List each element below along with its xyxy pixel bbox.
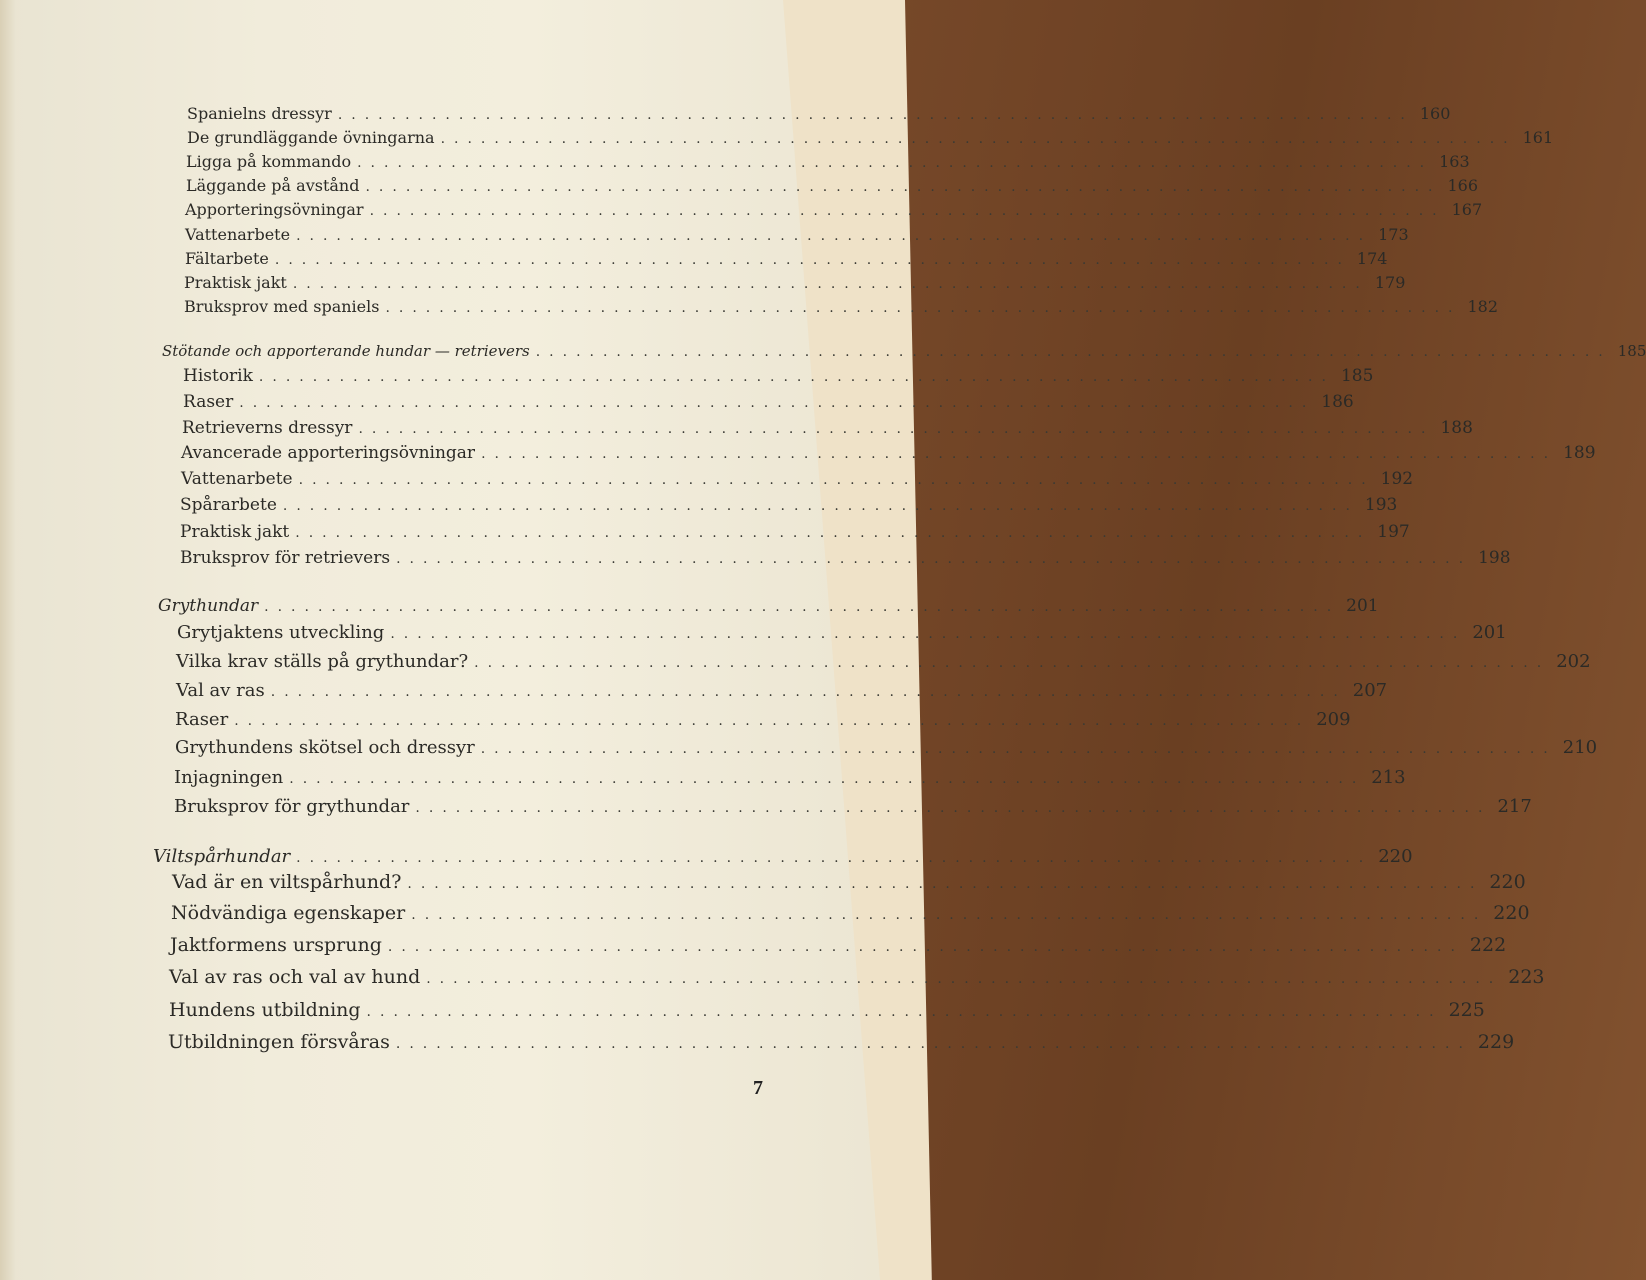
toc-entry-title: Grythundens skötsel och dressyr (175, 737, 475, 758)
toc-page-number: 197 (1377, 522, 1410, 542)
dot-leader: ................................................................................ (426, 971, 1503, 987)
toc-page-number: 186 (1321, 392, 1354, 412)
toc-entry (168, 1031, 1515, 1057)
toc-entry (169, 966, 1545, 992)
toc-section-heading (158, 596, 1379, 622)
toc-entry-title: Historik (183, 366, 253, 386)
dot-leader: ................................................................................ (274, 252, 1351, 268)
toc-entry-title: Vilka krav ställs på grythundar? (176, 651, 469, 672)
toc-page-number: 213 (1371, 767, 1406, 788)
dot-leader: ................................................................................ (480, 741, 1557, 757)
toc-entry-title: Utbildningen försvåras (168, 1031, 390, 1053)
toc-entry-title: Bruksprov med spaniels (184, 297, 380, 316)
toc-entry-title: Praktisk jakt (180, 522, 290, 542)
toc-page-number: 209 (1316, 709, 1351, 730)
toc-entry (176, 651, 1591, 677)
toc-page-number: 220 (1378, 846, 1413, 867)
toc-entry-title: Fältarbete (185, 249, 269, 268)
toc-entry (177, 622, 1507, 648)
dot-leader: ................................................................................ (390, 626, 1467, 642)
toc-page-number: 220 (1493, 902, 1530, 924)
toc-page-number: 161 (1522, 128, 1554, 147)
toc-entry (174, 767, 1406, 793)
toc-entry-title: Viltspårhundar (153, 846, 291, 867)
toc-entry-title: Apporteringsövningar (185, 200, 364, 219)
dot-leader: ................................................................................ (337, 107, 1414, 123)
toc-entry (183, 366, 1374, 392)
dot-leader: ................................................................................ (481, 446, 1558, 462)
toc-entry (181, 443, 1596, 469)
dot-leader: ................................................................................ (292, 276, 1369, 292)
dot-leader: ................................................................................ (296, 850, 1373, 866)
toc-entry (176, 680, 1388, 706)
toc-entry (187, 128, 1554, 154)
toc-page-number: 201 (1472, 622, 1507, 643)
toc-entry (183, 392, 1354, 418)
toc-page-number: 193 (1364, 495, 1398, 515)
dot-leader: ................................................................................ (357, 155, 1434, 171)
toc-entry (186, 152, 1470, 178)
toc-entry-title: Avancerade apporteringsövningar (181, 443, 476, 463)
toc-entry (175, 709, 1351, 735)
toc-entry-title: De grundläggande övningarna (187, 128, 435, 147)
toc-page-number: 182 (1467, 297, 1499, 316)
dot-leader: ................................................................................ (234, 713, 1311, 729)
toc-entry (184, 273, 1406, 299)
toc-entry (180, 522, 1410, 548)
toc-page-number: 189 (1563, 443, 1596, 463)
toc-entry-title: Retrieverns dressyr (182, 418, 353, 438)
toc-entry-title: Grythundar (158, 596, 259, 616)
toc-page-number: 163 (1439, 152, 1470, 171)
toc-entry-title: Nödvändiga egenskaper (171, 902, 406, 924)
toc-entry-title: Spårarbete (180, 495, 277, 515)
toc-page-number: 201 (1346, 596, 1379, 616)
toc-entry (171, 902, 1530, 928)
toc-page-number: 173 (1378, 225, 1409, 244)
dot-leader: ................................................................................ (369, 203, 1446, 219)
dot-leader: ................................................................................ (295, 525, 1372, 541)
toc-entry (175, 737, 1598, 763)
dot-leader: ................................................................................ (296, 228, 1373, 244)
dot-leader: ................................................................................ (289, 771, 1366, 787)
toc-page-number: 188 (1440, 418, 1473, 438)
dot-leader: ................................................................................ (396, 551, 1473, 567)
dot-leader: ................................................................................ (270, 684, 1347, 700)
toc-page-number: 229 (1477, 1031, 1515, 1053)
dot-leader: ................................................................................ (395, 1036, 1472, 1052)
dot-leader: ................................................................................ (535, 344, 1612, 360)
toc-page-number: 160 (1419, 104, 1451, 123)
toc-entry-title: Vad är en viltspårhund? (172, 871, 402, 893)
toc-page-number: 198 (1478, 548, 1511, 568)
dot-leader: ................................................................................ (358, 421, 1435, 437)
toc-entry-title: Raser (175, 709, 229, 730)
toc-entry (185, 249, 1388, 275)
toc-entry (169, 999, 1485, 1025)
toc-page-number: 223 (1508, 966, 1545, 988)
dot-leader: ................................................................................ (474, 655, 1551, 671)
toc-entry-title: Raser (183, 392, 234, 412)
toc-entry (180, 495, 1398, 521)
toc-entry (184, 297, 1499, 323)
dot-leader: ................................................................................ (282, 498, 1359, 514)
toc-entry-title: Ligga på kommando (186, 152, 352, 171)
toc-entry (187, 104, 1451, 130)
toc-section-heading (153, 846, 1413, 872)
toc-entry (186, 176, 1479, 202)
toc-page-number: 207 (1352, 680, 1388, 701)
toc-entry-title: Hundens utbildning (169, 999, 361, 1021)
toc-page-number: 202 (1556, 651, 1591, 672)
toc-page-number: 222 (1469, 934, 1507, 956)
toc-entry (172, 871, 1526, 897)
toc-entry (180, 548, 1511, 574)
toc-entry-title: Läggande på avstånd (186, 176, 360, 195)
toc-entry-title: Vattenarbete (181, 469, 293, 489)
dot-leader: ................................................................................ (239, 395, 1316, 411)
toc-page-number: 179 (1374, 273, 1406, 292)
toc-entry-title: Bruksprov för grythundar (174, 796, 410, 817)
dot-leader: ................................................................................ (366, 1004, 1443, 1020)
toc-entry (185, 200, 1483, 226)
toc-page-number: 174 (1356, 249, 1388, 268)
dot-leader: ................................................................................ (415, 800, 1492, 816)
dot-leader: ................................................................................ (407, 876, 1484, 892)
toc-entry-title: Bruksprov för retrievers (180, 548, 391, 568)
toc-page-number: 185 (1340, 366, 1374, 386)
page-number: 7 (753, 1077, 763, 1099)
toc-page-number: 166 (1447, 176, 1479, 195)
toc-page-number: 225 (1448, 999, 1485, 1021)
toc-entry-title: Val av ras och val av hund (169, 966, 421, 988)
dot-leader: ................................................................................ (258, 369, 1335, 385)
toc-entry-title: Praktisk jakt (184, 273, 287, 292)
toc-page-number: 220 (1489, 871, 1526, 893)
toc-entry (182, 418, 1473, 444)
toc-entry (174, 796, 1532, 822)
toc-page-number: 217 (1497, 796, 1532, 817)
toc-entry (185, 225, 1409, 251)
toc-page-number: 210 (1562, 737, 1598, 758)
toc-entry-title: Vattenarbete (185, 225, 291, 244)
dot-leader: ................................................................................ (411, 907, 1488, 923)
dot-leader: ................................................................................ (385, 300, 1462, 316)
dot-leader: ................................................................................ (387, 939, 1464, 955)
toc-entry-title: Spanielns dressyr (187, 104, 332, 123)
dot-leader: ................................................................................ (365, 179, 1442, 195)
toc-entry-title: Injagningen (174, 767, 284, 788)
dot-leader: ................................................................................ (440, 131, 1517, 147)
toc-entry-title: Val av ras (176, 680, 265, 701)
toc-entry-title: Jaktformens ursprung (170, 934, 382, 956)
toc-page-number: 167 (1451, 200, 1483, 219)
dot-leader: ................................................................................ (298, 472, 1375, 488)
toc-entry-title: Stötande och apporterande hundar — retrievers (162, 342, 530, 360)
dot-leader: ................................................................................ (264, 599, 1341, 615)
toc-page-number: 185 (1617, 342, 1646, 360)
toc-entry-title: Grytjaktens utveckling (177, 622, 385, 643)
toc-page-number: 192 (1380, 469, 1414, 489)
toc-entry (181, 469, 1414, 495)
toc-entry (170, 934, 1507, 960)
toc-section-heading (162, 342, 1646, 368)
